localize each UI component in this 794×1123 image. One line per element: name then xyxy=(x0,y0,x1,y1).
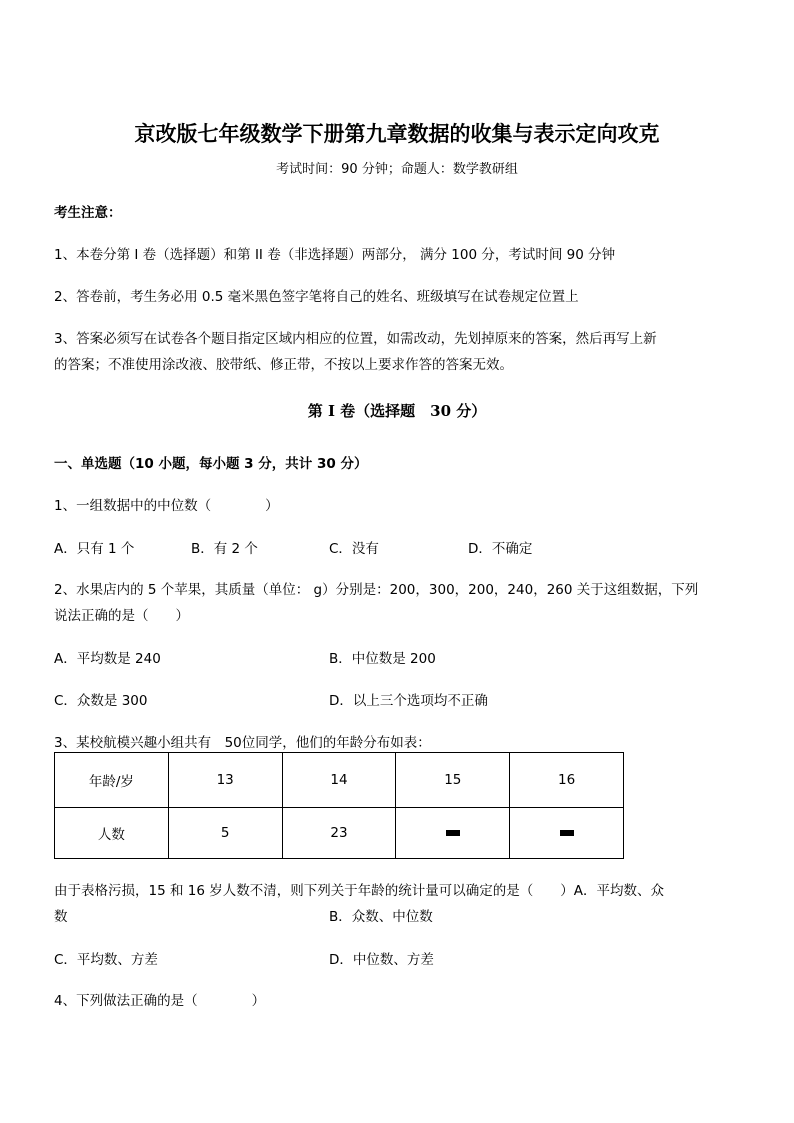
question-2-option-d: D．以上三个选项均不正确 xyxy=(329,693,488,709)
smudge-mark xyxy=(560,830,574,836)
question-3-option-d: D．中位数、方差 xyxy=(329,952,434,968)
question-1-option-a: A．只有 1 个 xyxy=(54,541,135,557)
question-2-option-b: B．中位数是 200 xyxy=(329,651,436,667)
table-header-cell: 年龄/岁 xyxy=(55,753,169,808)
table-row xyxy=(55,808,624,859)
table-cell-smudged xyxy=(396,808,510,859)
section-title: 第 I 卷（选择题 30 分） xyxy=(307,402,487,420)
notice-item-3-line-1: 3、答案必须写在试卷各个题目指定区域内相应的位置，如需改动，先划掉原来的答案，然后再写上新 xyxy=(54,331,657,347)
question-2-option-a: A．平均数是 240 xyxy=(54,651,161,667)
question-3-follow-line-2: 数 xyxy=(54,909,68,925)
question-3-option-c: C．平均数、方差 xyxy=(54,952,158,968)
age-distribution-table xyxy=(54,752,624,859)
question-2-stem-line-2: 说法正确的是（ ） xyxy=(54,608,189,624)
question-1-option-b: B．有 2 个 xyxy=(191,541,258,557)
question-1-option-d: D．不确定 xyxy=(468,541,533,557)
table-cell: 13 xyxy=(168,753,282,808)
table-row xyxy=(55,753,624,808)
question-2-option-c: C．众数是 300 xyxy=(54,693,148,709)
table-header-cell: 人数 xyxy=(55,808,169,859)
notice-heading: 考生注意： xyxy=(54,205,122,221)
table-cell: 16 xyxy=(510,753,624,808)
question-1-option-c: C．没有 xyxy=(329,541,379,557)
question-3-stem: 3、某校航模兴趣小组共有 50位同学，他们的年龄分布如表： xyxy=(54,735,431,751)
table-cell-smudged xyxy=(510,808,624,859)
table-cell: 5 xyxy=(168,808,282,859)
notice-item-2: 2、答卷前，考生务必用 0.5 毫米黑色签字笔将自己的姓名、班级填写在试卷规定位置上 xyxy=(54,289,579,305)
notice-item-1: 1、本卷分第 I 卷（选择题）和第 II 卷（非选择题）两部分， 满分 100 分，考试时间 90 分钟 xyxy=(54,247,616,263)
question-3-follow-line-1: 由于表格污损，15 和 16 岁人数不清，则下列关于年龄的统计量可以确定的是（ ）A．平均数、众 xyxy=(54,883,664,899)
question-1-stem: 1、一组数据中的中位数（ ） xyxy=(54,498,279,514)
smudge-mark xyxy=(446,830,460,836)
table-cell: 23 xyxy=(282,808,396,859)
exam-info: 考试时间：90 分钟；命题人：数学教研组 xyxy=(276,162,518,177)
question-2-stem-line-1: 2、水果店内的 5 个苹果，其质量（单位： g）分别是：200，300，200，240，260 关于这组数据，下列 xyxy=(54,582,699,598)
table-cell: 14 xyxy=(282,753,396,808)
table-cell: 15 xyxy=(396,753,510,808)
notice-item-3-line-2: 的答案；不准使用涂改液、胶带纸、修正带，不按以上要求作答的答案无效。 xyxy=(54,357,513,373)
question-4-stem: 4、下列做法正确的是（ ） xyxy=(54,993,266,1009)
part-heading: 一、单选题（10 小题，每小题 3 分，共计 30 分） xyxy=(54,456,368,472)
page-title: 京改版七年级数学下册第九章数据的收集与表示定向攻克 xyxy=(134,121,660,146)
question-3-option-b: B．众数、中位数 xyxy=(329,909,433,925)
